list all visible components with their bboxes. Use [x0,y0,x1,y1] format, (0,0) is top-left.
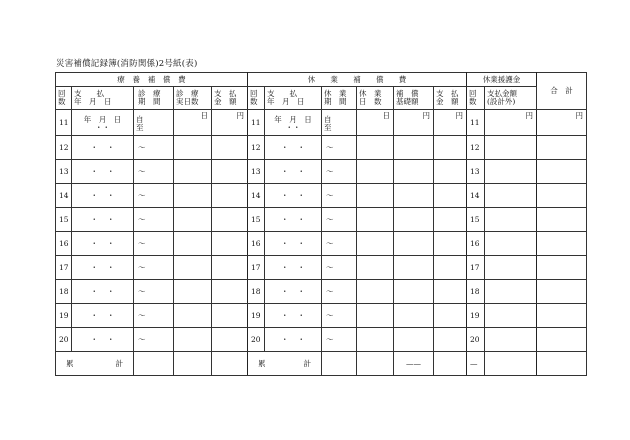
table-row [56,184,587,208]
leave-pay-amount-cell[interactable] [434,328,467,352]
leave-pay-date-cell[interactable]: ・・ [265,256,322,280]
row-number: 13 [467,160,485,184]
medical-pay-amount-cell[interactable]: 円 [212,110,248,136]
leave-count-header: 回 数 [248,87,265,110]
row-number: 17 [467,256,485,280]
count-header: 回 数 [56,87,72,110]
total-cell[interactable] [537,256,587,280]
cumulative-label-medical: 累 計 [56,352,134,376]
support-amount-cell[interactable]: 円 [485,110,537,136]
row-number: 15 [56,208,72,232]
leave-pay-date-cell[interactable]: ・・ [265,280,322,304]
medical-pay-amount-cell[interactable] [212,304,248,328]
leave-pay-date-cell[interactable]: ・・ [265,160,322,184]
medical-pay-amount-cell[interactable] [212,328,248,352]
cumulative-treatment-period-cell[interactable] [134,352,174,376]
cumulative-base-daily-dash: —— [394,352,434,376]
support-amount-header: 支払金額 (設計外) [485,87,537,110]
row-number: 14 [248,184,265,208]
total-cell[interactable] [537,160,587,184]
leave-days-cell[interactable] [357,280,394,304]
support-amount-cell[interactable] [485,208,537,232]
treatment-days-cell[interactable] [174,232,212,256]
total-cell[interactable] [537,304,587,328]
treatment-days-cell[interactable] [174,208,212,232]
leave-pay-amount-cell[interactable] [434,208,467,232]
row-number: 19 [248,304,265,328]
support-amount-cell[interactable] [485,256,537,280]
pay-date-cell[interactable]: ・・ [72,256,134,280]
treatment-period-header: 診 療 期 間 [134,87,174,110]
treatment-period-cell[interactable]: 〜 [134,208,174,232]
base-daily-amount-cell[interactable] [394,136,434,160]
pay-date-cell[interactable]: ・・ [72,280,134,304]
leave-pay-amount-cell[interactable] [434,256,467,280]
total-label: 合 計 [550,86,573,96]
support-amount-cell[interactable] [485,280,537,304]
cumulative-leave-days-cell[interactable] [357,352,394,376]
medical-pay-amount-cell[interactable] [212,184,248,208]
leave-days-header: 休 業 日 数 [357,87,394,110]
leave-pay-date-cell[interactable]: ・・ [265,184,322,208]
medical-pay-amount-header: 支 払 金 額 [212,87,248,110]
support-amount-cell[interactable] [485,232,537,256]
row-number: 17 [56,256,72,280]
row-number: 19 [56,304,72,328]
support-amount-cell[interactable] [485,136,537,160]
pay-date-cell[interactable]: ・・ [72,232,134,256]
support-amount-cell[interactable] [485,184,537,208]
table-row [56,304,587,328]
leave-pay-date-cell[interactable]: 年 月 日 ・・ [265,110,322,136]
leave-pay-amount-cell[interactable]: 円 [434,110,467,136]
treatment-period-cell[interactable]: 〜 [134,160,174,184]
cumulative-leave-period-cell[interactable] [322,352,357,376]
pay-date-cell[interactable]: ・・ [72,160,134,184]
pay-date-cell[interactable]: ・・ [72,328,134,352]
base-daily-amount-cell[interactable] [394,160,434,184]
treatment-period-cell[interactable]: 〜 [134,256,174,280]
table-row [56,110,587,136]
base-daily-amount-cell[interactable] [394,208,434,232]
treatment-days-cell[interactable] [174,328,212,352]
table-row [56,232,587,256]
leave-pay-amount-cell[interactable] [434,280,467,304]
medical-pay-amount-cell[interactable] [212,256,248,280]
leave-days-cell[interactable] [357,232,394,256]
leave-pay-amount-cell[interactable] [434,304,467,328]
treatment-days-cell[interactable] [174,280,212,304]
row-number: 20 [56,328,72,352]
treatment-days-cell[interactable] [174,136,212,160]
leave-days-cell[interactable] [357,328,394,352]
treatment-period-cell[interactable]: 〜 [134,280,174,304]
pay-date-cell[interactable]: ・・ [72,184,134,208]
cumulative-support-count-dash: — [467,352,485,376]
cumulative-total-cell[interactable] [537,352,587,376]
leave-pay-amount-cell[interactable] [434,232,467,256]
treatment-period-cell[interactable]: 自 至 [134,110,174,136]
table-row [56,328,587,352]
support-amount-cell[interactable] [485,304,537,328]
treatment-period-cell[interactable]: 〜 [134,232,174,256]
total-cell[interactable] [537,328,587,352]
leave-pay-date-header: 支 払 年 月 日 [265,87,322,110]
leave-compensation-header: 休 業 補 償 費 [248,73,467,87]
leave-period-cell[interactable]: 〜 [322,280,357,304]
row-number: 13 [248,160,265,184]
leave-period-cell[interactable]: 〜 [322,304,357,328]
leave-pay-date-cell[interactable]: ・・ [265,232,322,256]
base-daily-amount-cell[interactable]: 円 [394,110,434,136]
row-number: 14 [467,184,485,208]
treatment-days-cell[interactable] [174,256,212,280]
leave-support-header [467,73,537,87]
total-cell[interactable] [537,232,587,256]
cumulative-medical-amount-cell[interactable] [212,352,248,376]
support-count-header: 回 数 [467,87,485,110]
row-number: 16 [248,232,265,256]
row-number: 12 [248,136,265,160]
row-number: 12 [56,136,72,160]
cumulative-leave-amount-cell[interactable] [434,352,467,376]
treatment-period-cell[interactable]: 〜 [134,328,174,352]
medical-pay-amount-cell[interactable] [212,208,248,232]
row-number: 13 [56,160,72,184]
leave-pay-amount-header: 支 払 金 額 [434,87,467,110]
leave-days-cell[interactable] [357,256,394,280]
base-daily-amount-cell[interactable] [394,328,434,352]
leave-pay-date-cell[interactable]: ・・ [265,208,322,232]
leave-days-cell[interactable] [357,208,394,232]
medical-pay-amount-cell[interactable] [212,280,248,304]
base-daily-amount-cell[interactable] [394,280,434,304]
cumulative-row [56,352,587,376]
row-number: 18 [467,280,485,304]
compensation-ledger-table [55,72,587,376]
leave-period-cell[interactable]: 〜 [322,184,357,208]
leave-period-cell[interactable]: 〜 [322,208,357,232]
total-cell[interactable] [537,184,587,208]
row-number: 18 [56,280,72,304]
row-number: 20 [248,328,265,352]
pay-date-header: 支 払 年 月 日 [72,87,134,110]
cumulative-support-amount-cell[interactable] [485,352,537,376]
table-row [56,136,587,160]
row-number: 11 [467,110,485,136]
pay-date-cell[interactable]: 年 月 日 ・・ [72,110,134,136]
leave-period-cell[interactable]: 〜 [322,328,357,352]
leave-days-cell[interactable]: 日 [357,110,394,136]
leave-days-cell[interactable] [357,184,394,208]
leave-pay-date-cell[interactable]: ・・ [265,304,322,328]
row-number: 16 [56,232,72,256]
treatment-days-cell[interactable]: 日 [174,110,212,136]
leave-pay-date-cell[interactable]: ・・ [265,136,322,160]
leave-days-cell[interactable] [357,160,394,184]
pay-date-cell[interactable]: ・・ [72,208,134,232]
base-daily-amount-header: 補 償 基礎額 [394,87,434,110]
table-row [56,208,587,232]
leave-period-cell[interactable]: 〜 [322,232,357,256]
base-daily-amount-cell[interactable] [394,304,434,328]
table-row [56,160,587,184]
group-header-row [56,73,587,87]
treatment-period-cell[interactable]: 〜 [134,136,174,160]
base-daily-amount-cell[interactable] [394,184,434,208]
total-cell[interactable] [537,280,587,304]
leave-period-header: 休 業 期 間 [322,87,357,110]
row-number: 12 [467,136,485,160]
leave-period-cell[interactable]: 〜 [322,136,357,160]
pay-date-cell[interactable]: ・・ [72,136,134,160]
row-number: 14 [56,184,72,208]
row-number: 17 [248,256,265,280]
table-row [56,280,587,304]
support-amount-cell[interactable] [485,328,537,352]
row-number: 18 [248,280,265,304]
base-daily-amount-cell[interactable] [394,232,434,256]
row-number: 16 [467,232,485,256]
row-number: 19 [467,304,485,328]
row-number: 11 [248,110,265,136]
row-number: 20 [467,328,485,352]
base-daily-amount-cell[interactable] [394,256,434,280]
document-title: 災害補償記録簿(消防関係)2号紙(表) [56,59,198,69]
treatment-days-cell[interactable] [174,304,212,328]
treatment-days-header: 診 療 実日数 [174,87,212,110]
medical-pay-amount-cell[interactable] [212,136,248,160]
total-cell[interactable] [537,136,587,160]
treatment-days-cell[interactable] [174,160,212,184]
cumulative-label-leave: 累 計 [248,352,322,376]
treatment-period-cell[interactable]: 〜 [134,304,174,328]
treatment-period-cell[interactable]: 〜 [134,184,174,208]
leave-pay-date-cell[interactable]: ・・ [265,328,322,352]
leave-pay-amount-cell[interactable] [434,184,467,208]
total-header [537,73,587,110]
leave-support-label: 休業援護金 [482,74,521,84]
row-number: 15 [467,208,485,232]
row-number: 11 [56,110,72,136]
medical-pay-amount-cell[interactable] [212,160,248,184]
leave-period-cell[interactable]: 〜 [322,160,357,184]
pay-date-cell[interactable]: ・・ [72,304,134,328]
table-row [56,256,587,280]
medical-pay-amount-cell[interactable] [212,232,248,256]
row-number: 15 [248,208,265,232]
leave-period-cell[interactable]: 自 至 [322,110,357,136]
total-cell[interactable]: 円 [537,110,587,136]
leave-days-cell[interactable] [357,136,394,160]
leave-pay-amount-cell[interactable] [434,160,467,184]
support-amount-cell[interactable] [485,160,537,184]
medical-compensation-header: 療 養 補 償 費 [56,73,248,87]
leave-pay-amount-cell[interactable] [434,136,467,160]
total-cell[interactable] [537,208,587,232]
sub-header-row [56,87,587,110]
treatment-days-cell[interactable] [174,184,212,208]
cumulative-treatment-days-cell[interactable] [174,352,212,376]
leave-period-cell[interactable]: 〜 [322,256,357,280]
leave-days-cell[interactable] [357,304,394,328]
